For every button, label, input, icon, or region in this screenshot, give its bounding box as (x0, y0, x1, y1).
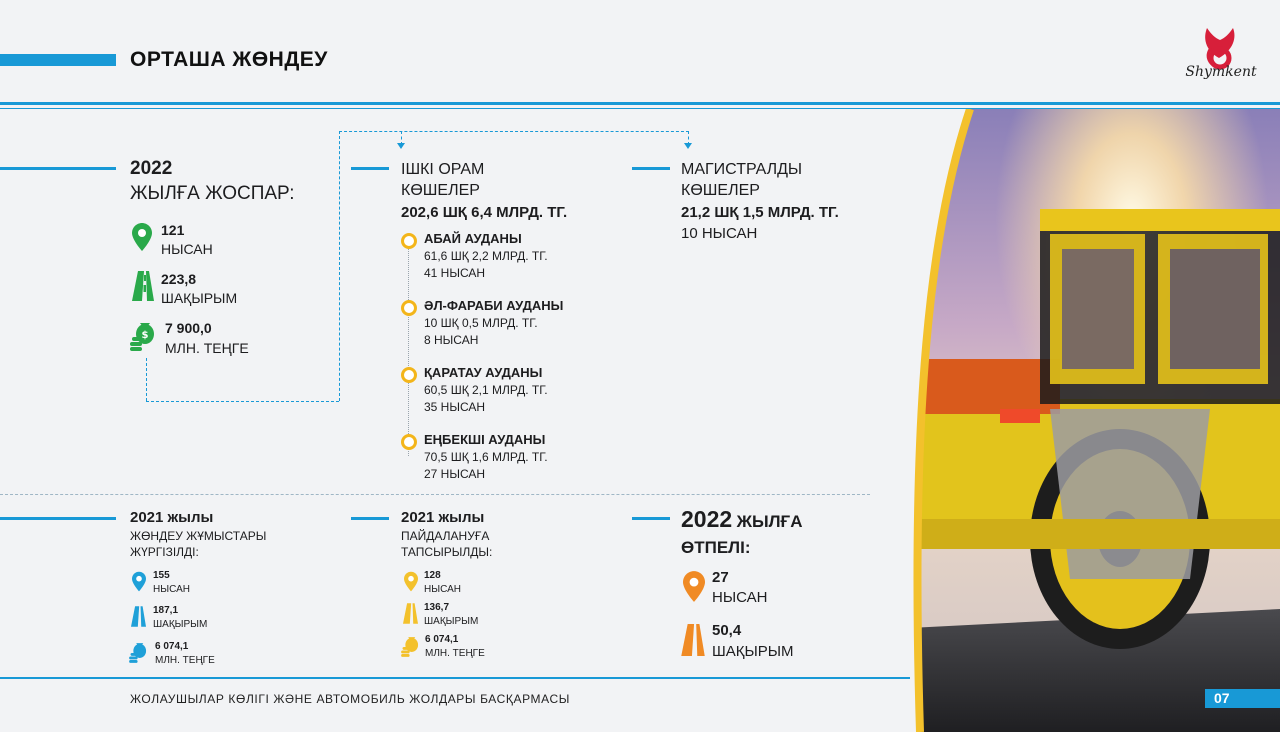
arrow-down-icon (397, 143, 405, 149)
repair-km-value: 187,1 (153, 605, 179, 616)
repair-money-value: 6 074,1 (155, 641, 189, 652)
district-detail: 70,5 ШҚ 1,6 МЛРД. ТГ. (424, 450, 548, 464)
road-icon (403, 603, 418, 624)
plan-year: 2022 (130, 158, 173, 179)
carry-year-suffix: ЖЫЛҒА (736, 512, 803, 531)
location-pin-icon (132, 571, 146, 592)
money-bag-icon (129, 641, 149, 665)
carry-section-line (632, 517, 670, 520)
road-roller-image (890, 109, 1280, 732)
logo-text: Shymkent (1185, 64, 1257, 80)
repair-line1: ЖӨНДЕУ ЖҰМЫСТАРЫ (130, 529, 267, 543)
location-pin-icon (404, 571, 418, 592)
repair-km-unit: ШАҚЫРЫМ (153, 619, 208, 630)
commission-km-unit: ШАҚЫРЫМ (424, 616, 479, 627)
page-title: ОРТАША ЖӨНДЕУ (130, 48, 328, 71)
plan-km-unit: ШАҚЫРЫМ (161, 290, 238, 306)
district-detail: 61,6 ШҚ 2,2 МЛРД. ТГ. (424, 249, 548, 263)
logo-emblem-icon (1185, 20, 1255, 95)
carry-objects-unit: НЫСАН (712, 589, 768, 606)
commission-year: 2021 жылы (401, 509, 485, 526)
inner-title-line1: ІШКІ ОРАМ (401, 161, 485, 178)
carry-km-unit: ШАҚЫРЫМ (712, 643, 794, 660)
carry-km-value: 50,4 (712, 622, 742, 639)
district-bullet-icon (401, 300, 417, 316)
repair-section-line (0, 517, 116, 520)
commission-section-line (351, 517, 389, 520)
main-title-line2: КӨШЕЛЕР (681, 182, 760, 199)
commission-km-value: 136,7 (424, 602, 450, 613)
carry-objects-value: 27 (712, 569, 729, 586)
footer-org: ЖОЛАУШЫЛАР КӨЛІГІ ЖӘНЕ АВТОМОБИЛЬ ЖОЛДАРЫ БАСҚАРМАСЫ (130, 692, 570, 706)
road-icon (131, 606, 146, 627)
header-accent-bar (0, 54, 116, 66)
commission-objects-value: 128 (424, 570, 441, 581)
district-objects: 27 НЫСАН (424, 467, 486, 481)
carry-heading (681, 506, 802, 533)
plan-money-unit: МЛН. ТЕҢГЕ (165, 340, 249, 356)
plan-label: ЖЫЛҒА ЖОСПАР: (130, 183, 295, 204)
header-divider (0, 102, 1280, 105)
commission-objects-unit: НЫСАН (424, 584, 461, 595)
repair-line2: ЖҮРГІЗІЛДІ: (130, 545, 199, 559)
district-bullet-icon (401, 367, 417, 383)
district-objects: 8 НЫСАН (424, 333, 479, 347)
page-number: 07 (1214, 690, 1230, 706)
connector-plan-bottom (146, 401, 339, 402)
connector-plan-down (146, 358, 147, 401)
repair-objects-value: 155 (153, 570, 170, 581)
plan-money-value: 7 900,0 (165, 320, 212, 336)
main-objects: 10 НЫСАН (681, 225, 758, 242)
carry-line2: ӨТПЕЛІ: (681, 538, 751, 557)
connector-plan-up (339, 131, 340, 401)
location-pin-icon (683, 571, 705, 602)
main-title-line1: МАГИСТРАЛДЫ (681, 161, 803, 178)
money-bag-icon (130, 320, 158, 354)
district-objects: 41 НЫСАН (424, 266, 486, 280)
district-bullet-icon (401, 233, 417, 249)
repair-year: 2021 жылы (130, 509, 214, 526)
district-name: ЕҢБЕКШІ АУДАНЫ (424, 432, 546, 447)
main-summary: 21,2 ШҚ 1,5 МЛРД. ТГ. (681, 204, 839, 221)
plan-km-value: 223,8 (161, 271, 197, 287)
repair-objects-unit: НЫСАН (153, 584, 190, 595)
money-bag-icon (401, 635, 421, 659)
location-pin-icon (132, 223, 152, 251)
plan-objects-value: 121 (161, 222, 185, 238)
district-bullet-icon (401, 434, 417, 450)
district-list (400, 230, 630, 490)
carry-year: 2022 (681, 506, 733, 532)
district-objects: 35 НЫСАН (424, 400, 486, 414)
connector-top (339, 131, 689, 132)
district-detail: 60,5 ШҚ 2,1 МЛРД. ТГ. (424, 383, 548, 397)
commission-money-value: 6 074,1 (425, 634, 459, 645)
district-detail: 10 ШҚ 0,5 МЛРД. ТГ. (424, 316, 538, 330)
inner-section-line (351, 167, 389, 170)
road-icon (681, 624, 705, 656)
district-name: АБАЙ АУДАНЫ (424, 231, 522, 246)
shymkent-logo (1185, 20, 1255, 95)
repair-money-unit: МЛН. ТЕҢГЕ (155, 655, 215, 666)
road-icon (132, 271, 154, 301)
district-name: ҚАРАТАУ АУДАНЫ (424, 365, 543, 380)
district-name: ӘЛ-ФАРАБИ АУДАНЫ (424, 298, 564, 313)
commission-line2: ТАПСЫРЫЛДЫ: (401, 545, 493, 559)
plan-objects-unit: НЫСАН (161, 241, 213, 257)
footer-divider (0, 677, 910, 679)
commission-line1: ПАЙДАЛАНУҒА (401, 529, 490, 543)
main-section-line (632, 167, 670, 170)
middle-divider (0, 494, 870, 495)
road-roller-photo (890, 109, 1280, 732)
inner-title-line2: КӨШЕЛЕР (401, 182, 480, 199)
svg-text:$: $ (141, 330, 149, 341)
arrow-down-icon (684, 143, 692, 149)
plan-section-line (0, 167, 116, 170)
commission-money-unit: МЛН. ТЕҢГЕ (425, 648, 485, 659)
inner-summary: 202,6 ШҚ 6,4 МЛРД. ТГ. (401, 204, 568, 221)
